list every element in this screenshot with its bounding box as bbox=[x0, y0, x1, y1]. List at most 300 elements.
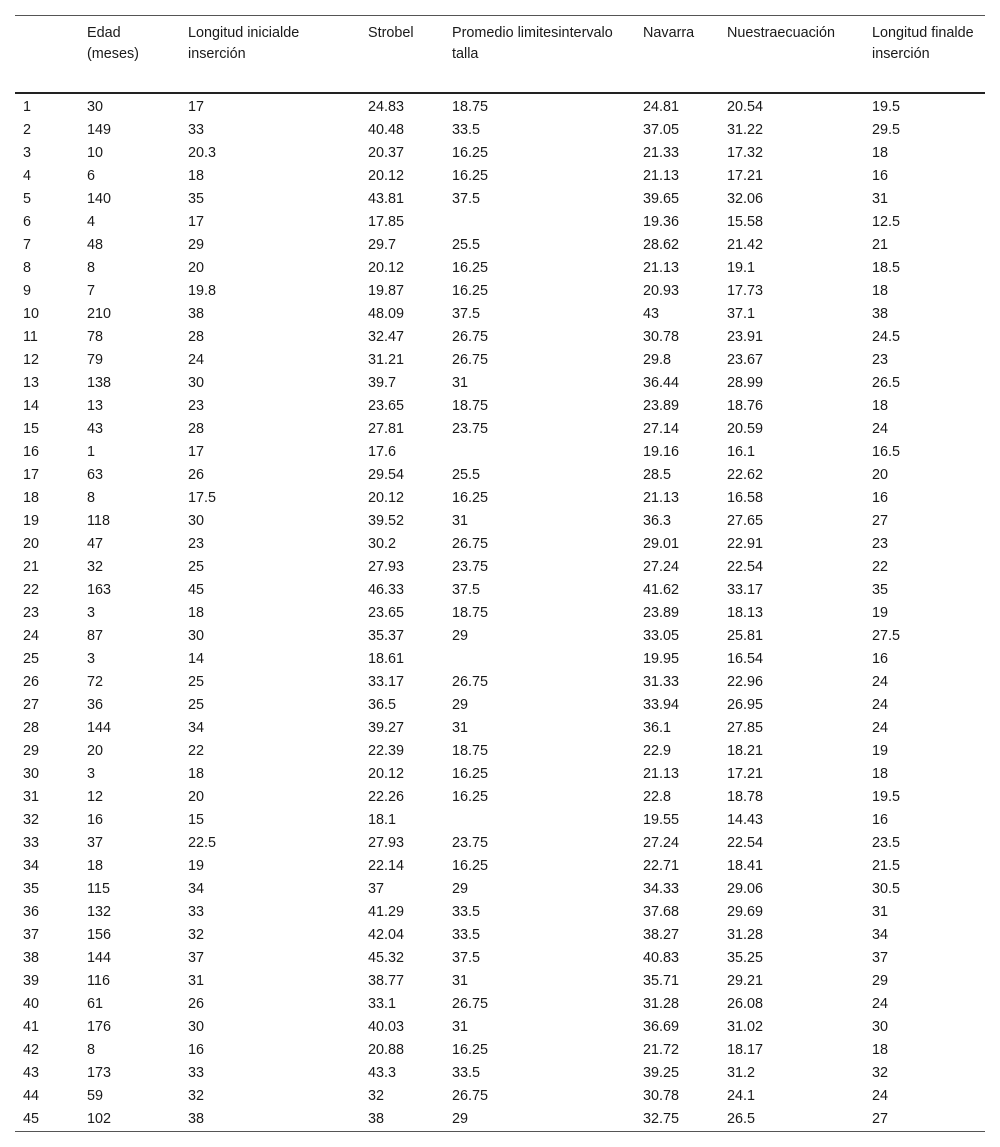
table-cell: 33.94 bbox=[643, 697, 680, 713]
table-cell: 31 bbox=[872, 191, 889, 207]
table-cell: 29.69 bbox=[727, 904, 764, 920]
table-cell: 9 bbox=[23, 283, 32, 299]
table-cell: 19.55 bbox=[643, 812, 680, 828]
table-cell: 25 bbox=[188, 674, 205, 690]
table-cell: 22.39 bbox=[368, 743, 405, 759]
table-row bbox=[15, 556, 985, 579]
table-cell: 33.1 bbox=[368, 996, 397, 1012]
table-cell: 27.93 bbox=[368, 835, 405, 851]
table-cell: 23 bbox=[872, 352, 889, 368]
table-cell: 39.52 bbox=[368, 513, 405, 529]
table-cell: 30 bbox=[872, 1019, 889, 1035]
table-row bbox=[15, 349, 985, 372]
table-cell: 16.25 bbox=[452, 789, 489, 805]
table-cell: 17.21 bbox=[727, 766, 764, 782]
table-cell: 102 bbox=[87, 1111, 112, 1127]
table-cell: 38.27 bbox=[643, 927, 680, 943]
table-cell: 144 bbox=[87, 950, 112, 966]
table-cell: 31.28 bbox=[727, 927, 764, 943]
row-index-header bbox=[15, 16, 79, 94]
table-cell: 36 bbox=[23, 904, 40, 920]
table-cell: 22.71 bbox=[643, 858, 680, 874]
table-cell: 30.78 bbox=[643, 1088, 680, 1104]
table-row bbox=[15, 763, 985, 786]
table-cell: 17.21 bbox=[727, 168, 764, 184]
table-cell: 18.21 bbox=[727, 743, 764, 759]
table-row bbox=[15, 993, 985, 1016]
table-cell: 45.32 bbox=[368, 950, 405, 966]
table-cell: 18.41 bbox=[727, 858, 764, 874]
table-cell: 33.17 bbox=[727, 582, 764, 598]
table-cell: 22.54 bbox=[727, 835, 764, 851]
table-cell: 32 bbox=[188, 1088, 205, 1104]
table-cell: 20.37 bbox=[368, 145, 405, 161]
table-cell: 29.01 bbox=[643, 536, 680, 552]
table-cell: 25 bbox=[188, 559, 205, 575]
table-cell: 33.17 bbox=[368, 674, 405, 690]
table-cell: 23 bbox=[872, 536, 889, 552]
table-cell: 29 bbox=[23, 743, 40, 759]
table-cell: 20.12 bbox=[368, 490, 405, 506]
table-cell: 33.5 bbox=[452, 927, 481, 943]
table-cell bbox=[444, 211, 635, 234]
table-cell: 20 bbox=[188, 789, 205, 805]
table-cell: 33.05 bbox=[643, 628, 680, 644]
table-cell: 19.95 bbox=[643, 651, 680, 667]
table-cell: 78 bbox=[87, 329, 104, 345]
table-cell: 18.1 bbox=[368, 812, 397, 828]
table-cell: 31.21 bbox=[368, 352, 405, 368]
table-cell: 41 bbox=[23, 1019, 40, 1035]
table-cell: 132 bbox=[87, 904, 112, 920]
table-cell: 32.06 bbox=[727, 191, 764, 207]
table-cell: 18 bbox=[872, 398, 889, 414]
table-cell: 87 bbox=[87, 628, 104, 644]
table-cell: 40.48 bbox=[368, 122, 405, 138]
table-cell: 18 bbox=[23, 490, 40, 506]
table-row bbox=[15, 878, 985, 901]
table-cell: 24.83 bbox=[368, 99, 405, 115]
table-cell: 47 bbox=[87, 536, 104, 552]
table-cell: 30.78 bbox=[643, 329, 680, 345]
table-cell: 16.1 bbox=[727, 444, 756, 460]
table-cell: 22.96 bbox=[727, 674, 764, 690]
table-cell: 31.02 bbox=[727, 1019, 764, 1035]
table-cell: 17.85 bbox=[368, 214, 405, 230]
table-row bbox=[15, 1016, 985, 1039]
table-cell: 37 bbox=[188, 950, 205, 966]
table-cell: 27.93 bbox=[368, 559, 405, 575]
table-cell: 79 bbox=[87, 352, 104, 368]
table-cell: 15.58 bbox=[727, 214, 764, 230]
table-cell: 42 bbox=[23, 1042, 40, 1058]
table-cell: 29 bbox=[452, 628, 469, 644]
table-cell: 29 bbox=[452, 1111, 469, 1127]
table-cell: 6 bbox=[23, 214, 32, 230]
table-cell: 13 bbox=[87, 398, 104, 414]
table-cell: 16 bbox=[872, 812, 889, 828]
table-cell: 31.2 bbox=[727, 1065, 756, 1081]
data-table bbox=[15, 15, 985, 1132]
table-cell: 11 bbox=[23, 329, 38, 345]
table-cell: 16.25 bbox=[452, 168, 489, 184]
table-cell: 22 bbox=[188, 743, 205, 759]
table-row bbox=[15, 924, 985, 947]
table-cell: 16 bbox=[87, 812, 104, 828]
table-cell: 13 bbox=[23, 375, 40, 391]
table-cell: 149 bbox=[87, 122, 112, 138]
table-cell: 27 bbox=[23, 697, 40, 713]
table-cell: 23.89 bbox=[643, 398, 680, 414]
table-row bbox=[15, 832, 985, 855]
table-cell: 45 bbox=[188, 582, 205, 598]
table-cell: 20 bbox=[188, 260, 205, 276]
table-cell: 29.5 bbox=[872, 122, 901, 138]
table-cell: 23.91 bbox=[727, 329, 764, 345]
table-cell: 31 bbox=[23, 789, 40, 805]
table-cell: 37 bbox=[23, 927, 40, 943]
table-cell: 28 bbox=[23, 720, 40, 736]
table-cell: 210 bbox=[87, 306, 112, 322]
table-cell: 19 bbox=[872, 605, 889, 621]
table-cell: 38 bbox=[872, 306, 889, 322]
table-cell: 144 bbox=[87, 720, 112, 736]
table-cell: 48 bbox=[87, 237, 104, 253]
table-cell: 27.24 bbox=[643, 559, 680, 575]
table-cell: 21.42 bbox=[727, 237, 764, 253]
table-row bbox=[15, 303, 985, 326]
table-cell: 38 bbox=[368, 1111, 385, 1127]
table-cell: 22.5 bbox=[188, 835, 217, 851]
table-cell: 38 bbox=[188, 306, 205, 322]
table-cell: 1 bbox=[87, 444, 96, 460]
table-cell: 32.75 bbox=[643, 1111, 680, 1127]
table-cell: 16.58 bbox=[727, 490, 764, 506]
table-cell: 16.25 bbox=[452, 766, 489, 782]
table-cell: 39.7 bbox=[368, 375, 397, 391]
table-cell: 23.65 bbox=[368, 398, 405, 414]
table-cell: 59 bbox=[87, 1088, 104, 1104]
table-cell: 43.3 bbox=[368, 1065, 397, 1081]
table-cell: 37.05 bbox=[643, 122, 680, 138]
table-cell: 31 bbox=[452, 1019, 469, 1035]
table-cell: 22.91 bbox=[727, 536, 764, 552]
table-cell: 12.5 bbox=[872, 214, 901, 230]
table-cell: 33 bbox=[188, 1065, 205, 1081]
table-cell: 39.27 bbox=[368, 720, 405, 736]
table-cell: 35 bbox=[23, 881, 40, 897]
table-cell: 36.69 bbox=[643, 1019, 680, 1035]
table-cell: 41.29 bbox=[368, 904, 405, 920]
table-cell: 2 bbox=[23, 122, 32, 138]
table-row bbox=[15, 1062, 985, 1085]
table-cell: 35 bbox=[188, 191, 205, 207]
table-cell: 18.61 bbox=[368, 651, 405, 667]
table-cell: 17 bbox=[188, 99, 205, 115]
table-cell: 18 bbox=[188, 605, 205, 621]
table-cell: 18 bbox=[87, 858, 104, 874]
table-row bbox=[15, 510, 985, 533]
table-cell: 23.67 bbox=[727, 352, 764, 368]
table-cell: 7 bbox=[87, 283, 96, 299]
table-cell: 24.5 bbox=[872, 329, 901, 345]
table-row bbox=[15, 418, 985, 441]
table-cell: 16.25 bbox=[452, 490, 489, 506]
table-cell: 48.09 bbox=[368, 306, 405, 322]
table-cell: 3 bbox=[87, 766, 96, 782]
table-header bbox=[15, 16, 985, 94]
table-cell: 19.5 bbox=[872, 99, 901, 115]
table-cell: 3 bbox=[87, 651, 96, 667]
table-cell: 45 bbox=[23, 1111, 40, 1127]
table-cell: 25.81 bbox=[727, 628, 764, 644]
table-cell: 28.5 bbox=[643, 467, 672, 483]
table-row bbox=[15, 211, 985, 234]
table-cell: 31 bbox=[452, 720, 469, 736]
table-row bbox=[15, 602, 985, 625]
table-row bbox=[15, 809, 985, 832]
table-cell: 32 bbox=[872, 1065, 889, 1081]
table-cell: 18 bbox=[188, 168, 205, 184]
table-cell: 20.88 bbox=[368, 1042, 405, 1058]
table-cell: 24.1 bbox=[727, 1088, 756, 1104]
table-cell: 37.5 bbox=[452, 582, 481, 598]
table-cell: 16 bbox=[23, 444, 40, 460]
table-cell: 115 bbox=[87, 881, 110, 897]
table-row bbox=[15, 740, 985, 763]
table-cell: 25.5 bbox=[452, 467, 481, 483]
table-cell: 24.81 bbox=[643, 99, 680, 115]
table-cell: 19.8 bbox=[188, 283, 217, 299]
table-cell bbox=[444, 441, 635, 464]
table-cell: 23 bbox=[23, 605, 40, 621]
table-cell: 32 bbox=[87, 559, 104, 575]
table-cell: 72 bbox=[87, 674, 104, 690]
table-cell: 43.81 bbox=[368, 191, 405, 207]
table-cell: 20.12 bbox=[368, 260, 405, 276]
table-cell: 43 bbox=[23, 1065, 40, 1081]
table-cell: 116 bbox=[87, 973, 110, 989]
final-insertion-length-header: Longitud finalde inserción bbox=[872, 25, 974, 62]
table-cell: 27.81 bbox=[368, 421, 405, 437]
table-row bbox=[15, 671, 985, 694]
table-cell: 18.78 bbox=[727, 789, 764, 805]
table-cell: 18.13 bbox=[727, 605, 764, 621]
size-interval-average-header: Promedio limitesintervalo talla bbox=[452, 25, 613, 62]
table-cell: 28 bbox=[188, 329, 205, 345]
table-cell: 16 bbox=[872, 168, 889, 184]
table-cell: 33 bbox=[188, 904, 205, 920]
table-cell: 16.25 bbox=[452, 283, 489, 299]
table-cell: 34 bbox=[188, 720, 205, 736]
table-cell: 29.21 bbox=[727, 973, 764, 989]
table-cell: 17.6 bbox=[368, 444, 397, 460]
table-cell: 25 bbox=[23, 651, 40, 667]
table-cell: 16.54 bbox=[727, 651, 764, 667]
table-cell: 37.68 bbox=[643, 904, 680, 920]
table-cell: 19 bbox=[872, 743, 889, 759]
table-cell: 20.3 bbox=[188, 145, 217, 161]
table-row bbox=[15, 1039, 985, 1062]
table-cell: 20 bbox=[87, 743, 104, 759]
table-cell: 23.65 bbox=[368, 605, 405, 621]
table-row bbox=[15, 93, 985, 119]
table-cell: 29 bbox=[872, 973, 889, 989]
table-cell: 26 bbox=[188, 996, 205, 1012]
table-cell: 3 bbox=[87, 605, 96, 621]
table-cell: 41.62 bbox=[643, 582, 680, 598]
table-cell: 15 bbox=[188, 812, 205, 828]
table-row bbox=[15, 441, 985, 464]
table-cell: 32 bbox=[188, 927, 205, 943]
table-cell: 18.17 bbox=[727, 1042, 764, 1058]
table-cell: 23 bbox=[188, 398, 205, 414]
table-cell: 63 bbox=[87, 467, 104, 483]
age-months-header: Edad (meses) bbox=[87, 25, 139, 62]
table-cell: 31 bbox=[452, 513, 469, 529]
table-cell: 31.28 bbox=[643, 996, 680, 1012]
table-cell: 40.83 bbox=[643, 950, 680, 966]
table-cell: 61 bbox=[87, 996, 104, 1012]
table-cell: 21.33 bbox=[643, 145, 680, 161]
table-cell: 33.5 bbox=[452, 1065, 481, 1081]
table-cell: 23.75 bbox=[452, 421, 489, 437]
table-cell: 10 bbox=[23, 306, 40, 322]
table-cell: 7 bbox=[23, 237, 32, 253]
table-cell: 39.65 bbox=[643, 191, 680, 207]
table-cell: 16 bbox=[872, 490, 889, 506]
table-cell: 37 bbox=[872, 950, 889, 966]
table-cell: 30 bbox=[188, 628, 205, 644]
table-cell: 21.13 bbox=[643, 168, 680, 184]
table-cell: 44 bbox=[23, 1088, 40, 1104]
table-cell: 22.8 bbox=[643, 789, 672, 805]
table-row bbox=[15, 487, 985, 510]
table-row bbox=[15, 694, 985, 717]
table-cell: 20.54 bbox=[727, 99, 764, 115]
table-cell: 26 bbox=[23, 674, 40, 690]
table-cell: 33 bbox=[188, 122, 205, 138]
table-cell: 26.75 bbox=[452, 352, 489, 368]
table-cell: 18.76 bbox=[727, 398, 764, 414]
table-cell: 27.5 bbox=[872, 628, 901, 644]
table-cell: 10 bbox=[87, 145, 104, 161]
table-cell: 21.72 bbox=[643, 1042, 680, 1058]
table-cell: 28.62 bbox=[643, 237, 680, 253]
table-cell: 34 bbox=[872, 927, 889, 943]
table-cell: 24 bbox=[872, 697, 889, 713]
table-cell: 31.22 bbox=[727, 122, 764, 138]
table-cell: 39.25 bbox=[643, 1065, 680, 1081]
table-row bbox=[15, 786, 985, 809]
table-row bbox=[15, 280, 985, 303]
table-body bbox=[15, 93, 985, 1132]
table-cell: 20.12 bbox=[368, 766, 405, 782]
table-cell: 23 bbox=[188, 536, 205, 552]
table-cell: 24 bbox=[188, 352, 205, 368]
table-cell: 14 bbox=[23, 398, 40, 414]
table-cell: 17 bbox=[188, 214, 205, 230]
table-cell: 5 bbox=[23, 191, 32, 207]
table-cell: 31 bbox=[188, 973, 205, 989]
table-cell: 21.5 bbox=[872, 858, 901, 874]
table-cell: 24 bbox=[872, 720, 889, 736]
table-cell: 8 bbox=[87, 490, 96, 506]
table-cell: 18 bbox=[872, 283, 889, 299]
table-cell: 21.13 bbox=[643, 766, 680, 782]
table-cell: 31 bbox=[872, 904, 889, 920]
table-cell: 43 bbox=[87, 421, 104, 437]
table-row bbox=[15, 372, 985, 395]
table-cell: 19 bbox=[188, 858, 205, 874]
table-cell: 24 bbox=[872, 1088, 889, 1104]
table-cell: 18.75 bbox=[452, 743, 489, 759]
table-row bbox=[15, 142, 985, 165]
table-cell: 30.2 bbox=[368, 536, 397, 552]
table-row bbox=[15, 188, 985, 211]
table-row bbox=[15, 119, 985, 142]
table-cell: 30 bbox=[188, 513, 205, 529]
table-cell: 19.5 bbox=[872, 789, 901, 805]
table-row bbox=[15, 464, 985, 487]
table-cell: 26.08 bbox=[727, 996, 764, 1012]
table-cell: 35.25 bbox=[727, 950, 764, 966]
table-cell: 26.75 bbox=[452, 674, 489, 690]
table-cell: 39 bbox=[23, 973, 40, 989]
table-cell: 29 bbox=[188, 237, 205, 253]
table-cell: 26.95 bbox=[727, 697, 764, 713]
table-cell: 27 bbox=[872, 513, 889, 529]
table-cell: 20.93 bbox=[643, 283, 680, 299]
table-cell: 30 bbox=[188, 375, 205, 391]
table-cell: 4 bbox=[23, 168, 32, 184]
table-cell: 15 bbox=[23, 421, 40, 437]
table-cell: 20.59 bbox=[727, 421, 764, 437]
table-cell: 156 bbox=[87, 927, 112, 943]
table-cell: 28.99 bbox=[727, 375, 764, 391]
table-cell: 26.75 bbox=[452, 329, 489, 345]
table-cell: 12 bbox=[87, 789, 104, 805]
table-row bbox=[15, 901, 985, 924]
table-cell: 38 bbox=[23, 950, 40, 966]
table-cell: 34 bbox=[188, 881, 205, 897]
table-cell: 18 bbox=[872, 145, 889, 161]
table-cell bbox=[444, 648, 635, 671]
table-cell: 20 bbox=[872, 467, 889, 483]
header-row bbox=[15, 16, 985, 94]
table-cell: 37 bbox=[87, 835, 104, 851]
table-cell: 24 bbox=[872, 421, 889, 437]
table-cell: 8 bbox=[87, 1042, 96, 1058]
table-cell: 21 bbox=[872, 237, 889, 253]
table-cell: 31 bbox=[452, 973, 469, 989]
table-cell: 16.5 bbox=[872, 444, 901, 460]
table-cell: 22 bbox=[872, 559, 889, 575]
table-cell: 36.44 bbox=[643, 375, 680, 391]
table-row bbox=[15, 165, 985, 188]
table-cell: 23.89 bbox=[643, 605, 680, 621]
table-cell: 19.16 bbox=[643, 444, 680, 460]
table-cell: 29.06 bbox=[727, 881, 764, 897]
table-cell: 36.1 bbox=[643, 720, 672, 736]
table-cell: 8 bbox=[87, 260, 96, 276]
table-row bbox=[15, 234, 985, 257]
table-cell: 6 bbox=[87, 168, 96, 184]
table-cell: 23.75 bbox=[452, 835, 489, 851]
table-cell: 32 bbox=[368, 1088, 385, 1104]
table-cell: 138 bbox=[87, 375, 112, 391]
table-cell: 12 bbox=[23, 352, 40, 368]
